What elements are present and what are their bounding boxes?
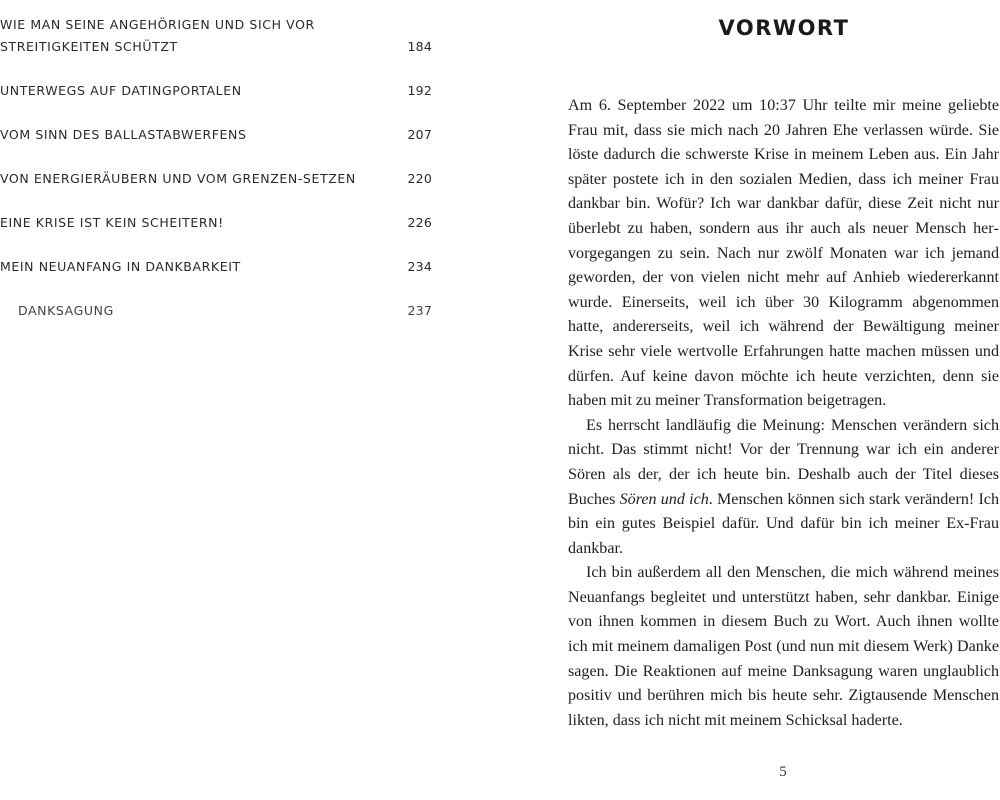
toc-entry[interactable] (0, 256, 432, 278)
toc-entry-title: DANKSAGUNG (18, 303, 114, 318)
toc-entry-title: VON ENERGIERÄUBERN UND VOM GRENZEN-SETZEN (0, 171, 356, 186)
chapter-heading: VORWORT (718, 16, 850, 40)
vorwort-body (568, 94, 999, 733)
toc-entry-page: 226 (407, 215, 432, 230)
toc-entry-title: EINE KRISE IST KEIN SCHEITERN! (0, 215, 224, 230)
toc-entry-page: 220 (407, 171, 432, 186)
toc-entry[interactable] (0, 124, 432, 146)
toc-entry-danksagung[interactable] (0, 300, 432, 322)
toc-entry-page: 207 (407, 127, 432, 142)
toc-entry-page: 184 (407, 39, 432, 54)
toc-entry[interactable] (0, 14, 432, 58)
page-number: 5 (779, 764, 787, 780)
toc-entry-title: MEIN NEUANFANG IN DANKBARKEIT (0, 259, 241, 274)
toc-entry-title-continued: STREITIGKEITEN SCHÜTZT (0, 39, 178, 54)
toc-entry-page: 192 (407, 83, 432, 98)
toc-entry-title: VOM SINN DES BALLASTABWERFENS (0, 127, 247, 142)
toc-entry-title: WIE MAN SEINE ANGEHÖRIGEN UND SICH VOR (0, 17, 315, 32)
paragraph-2-text-start: Es herrscht landläufig die Meinung: Menschen verändern sich nicht. Das stimmt nicht! Vor der Trennung war ich ein anderer Sören als der, der ich heute bin. Deshalb auch der Titel dieses Buches (568, 416, 999, 508)
toc-entry-page: 234 (407, 259, 432, 274)
paragraph-2-text-end: . Menschen können sich stark verändern! Ich bin ein gutes Beispiel dafür. Und dafür bin ich meiner Ex-Frau dankbar. (568, 490, 999, 557)
toc-entry[interactable] (0, 212, 432, 234)
paragraph-1: Am 6. September 2022 um 10:37 Uhr teilte mir meine geliebte Frau mit, dass sie mich nach 20 Jahren Ehe verlassen würde. Sie löste dadurch die schwerste Krise in meinem Leben aus. Ein Jahr später postete ich in den sozialen Medien, dass ich meiner Frau dankbar bin. Wofür? Ich war dankbar dafür, diese Zeit nicht nur überlebt zu haben, sondern aus ihr auch als neuer Mensch hervorgegangen zu sein. Nach nur zwölf Monaten war ich jemand geworden, der von vielen nicht mehr auf Anhieb wiedererkannt wurde. Einerseits, weil ich über 30 Kilogramm abgenommen hatte, andererseits, weil ich während der Bewältigung meiner Krise sehr viele wertvolle Erfahrungen hatte machen müssen und dürfen. Auf keine davon möchte ich heute verzichten, denn sie haben mit zu meiner Transformation beigetragen. (568, 97, 999, 410)
toc-entry[interactable] (0, 80, 432, 102)
table-of-contents (0, 14, 432, 344)
toc-entry-title: UNTERWEGS AUF DATINGPORTALEN (0, 83, 242, 98)
toc-entry[interactable] (0, 168, 432, 190)
paragraph-2 (568, 414, 999, 562)
toc-entry-page: 237 (407, 303, 432, 318)
book-title-italic: Sören und ich (619, 490, 709, 508)
paragraph-3: Ich bin außerdem all den Menschen, die mich während meines Neuanfangs begleitet und unterstützt haben, sehr dankbar. Einige von ihnen kommen in diesem Buch zu Wort. Auch ihnen wollte ich mit meinem damaligen Post (und nun mit diesem Werk) Danke sagen. Die Reaktionen auf meine Danksagung waren unglaublich positiv und berühren mich bis heute sehr. Zigtausende Menschen likten, dass ich nicht mit meinem Schicksal haderte. (568, 564, 999, 729)
